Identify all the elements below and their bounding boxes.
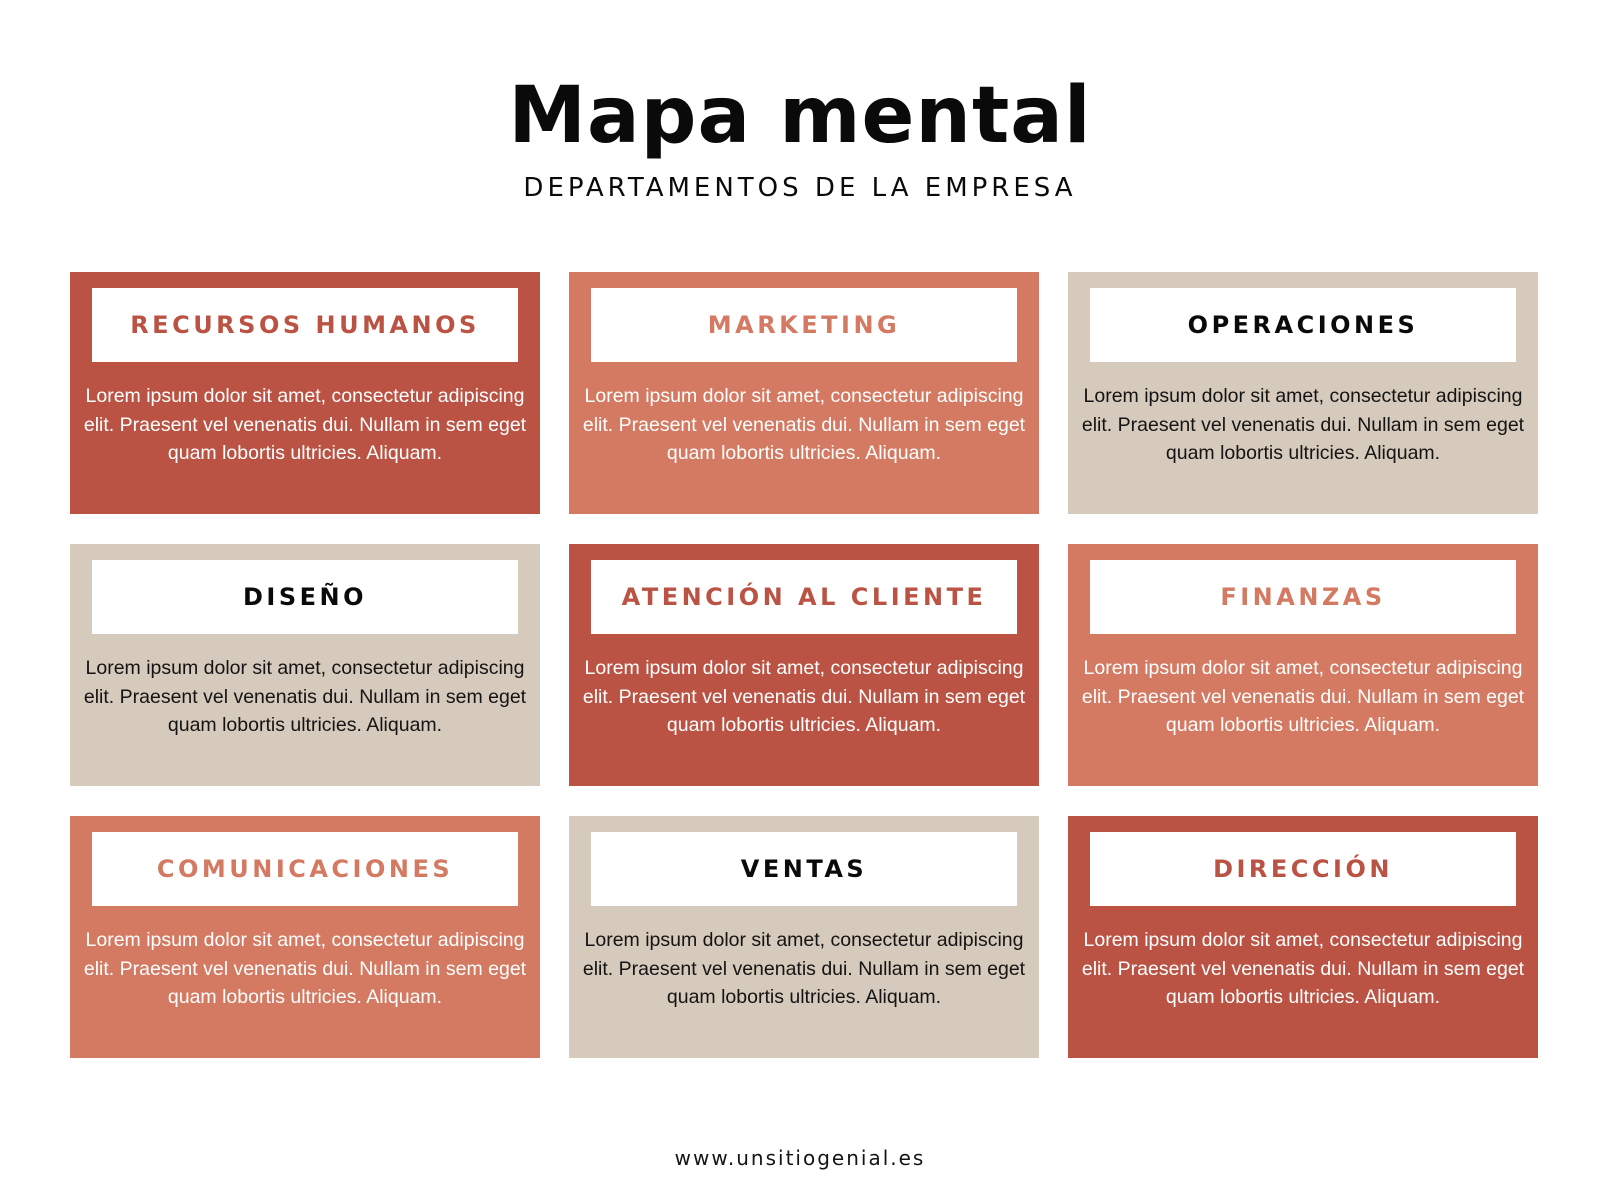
card-text: Lorem ipsum dolor sit amet, consectetur adipiscing elit. Praesent vel venenatis dui. Nullam in sem eget quam lobortis ultricies. Aliquam. xyxy=(1081,385,1525,464)
page-title: Mapa mental xyxy=(508,71,1092,161)
card-atencion-al-cliente xyxy=(569,544,1039,786)
card-title: ATENCIÓN AL CLIENTE xyxy=(621,583,987,611)
card-finanzas xyxy=(1068,544,1538,786)
card-header xyxy=(1090,832,1516,906)
card-title: FINANZAS xyxy=(1220,583,1386,611)
card-title: DISEÑO xyxy=(242,583,368,611)
card-header xyxy=(1090,288,1516,362)
card-title: COMUNICACIONES xyxy=(156,855,454,883)
card-header xyxy=(591,288,1017,362)
card-comunicaciones xyxy=(70,816,540,1058)
card-text: Lorem ipsum dolor sit amet, consectetur adipiscing elit. Praesent vel venenatis dui. Nullam in sem eget quam lobortis ultricies. Aliquam. xyxy=(1081,657,1525,736)
department-grid xyxy=(70,272,1538,1058)
page-subtitle: DEPARTAMENTOS DE LA EMPRESA xyxy=(523,173,1077,203)
card-title: VENTAS xyxy=(740,855,868,883)
card-diseno xyxy=(70,544,540,786)
card-title: OPERACIONES xyxy=(1187,311,1419,339)
card-operaciones xyxy=(1068,272,1538,514)
card-text: Lorem ipsum dolor sit amet, consectetur adipiscing elit. Praesent vel venenatis dui. Nullam in sem eget quam lobortis ultricies. Aliquam. xyxy=(83,657,527,736)
card-direccion xyxy=(1068,816,1538,1058)
footer-website: www.unsitiogenial.es xyxy=(674,1146,926,1170)
card-header xyxy=(92,832,518,906)
card-header xyxy=(92,288,518,362)
card-header xyxy=(1090,560,1516,634)
card-text: Lorem ipsum dolor sit amet, consectetur adipiscing elit. Praesent vel venenatis dui. Nullam in sem eget quam lobortis ultricies. Aliquam. xyxy=(1081,929,1525,1008)
card-text: Lorem ipsum dolor sit amet, consectetur adipiscing elit. Praesent vel venenatis dui. Nullam in sem eget quam lobortis ultricies. Aliquam. xyxy=(83,385,527,464)
card-title: RECURSOS HUMANOS xyxy=(130,311,480,339)
card-text: Lorem ipsum dolor sit amet, consectetur adipiscing elit. Praesent vel venenatis dui. Nullam in sem eget quam lobortis ultricies. Aliquam. xyxy=(582,929,1026,1008)
card-header xyxy=(591,560,1017,634)
card-text: Lorem ipsum dolor sit amet, consectetur adipiscing elit. Praesent vel venenatis dui. Nullam in sem eget quam lobortis ultricies. Aliquam. xyxy=(582,385,1026,464)
card-ventas xyxy=(569,816,1039,1058)
card-title: DIRECCIÓN xyxy=(1213,855,1393,883)
card-marketing xyxy=(569,272,1039,514)
card-header xyxy=(92,560,518,634)
card-text: Lorem ipsum dolor sit amet, consectetur adipiscing elit. Praesent vel venenatis dui. Nullam in sem eget quam lobortis ultricies. Aliquam. xyxy=(83,929,527,1008)
card-recursos-humanos xyxy=(70,272,540,514)
card-text: Lorem ipsum dolor sit amet, consectetur adipiscing elit. Praesent vel venenatis dui. Nullam in sem eget quam lobortis ultricies. Aliquam. xyxy=(582,657,1026,736)
card-header xyxy=(591,832,1017,906)
card-title: MARKETING xyxy=(707,311,901,339)
